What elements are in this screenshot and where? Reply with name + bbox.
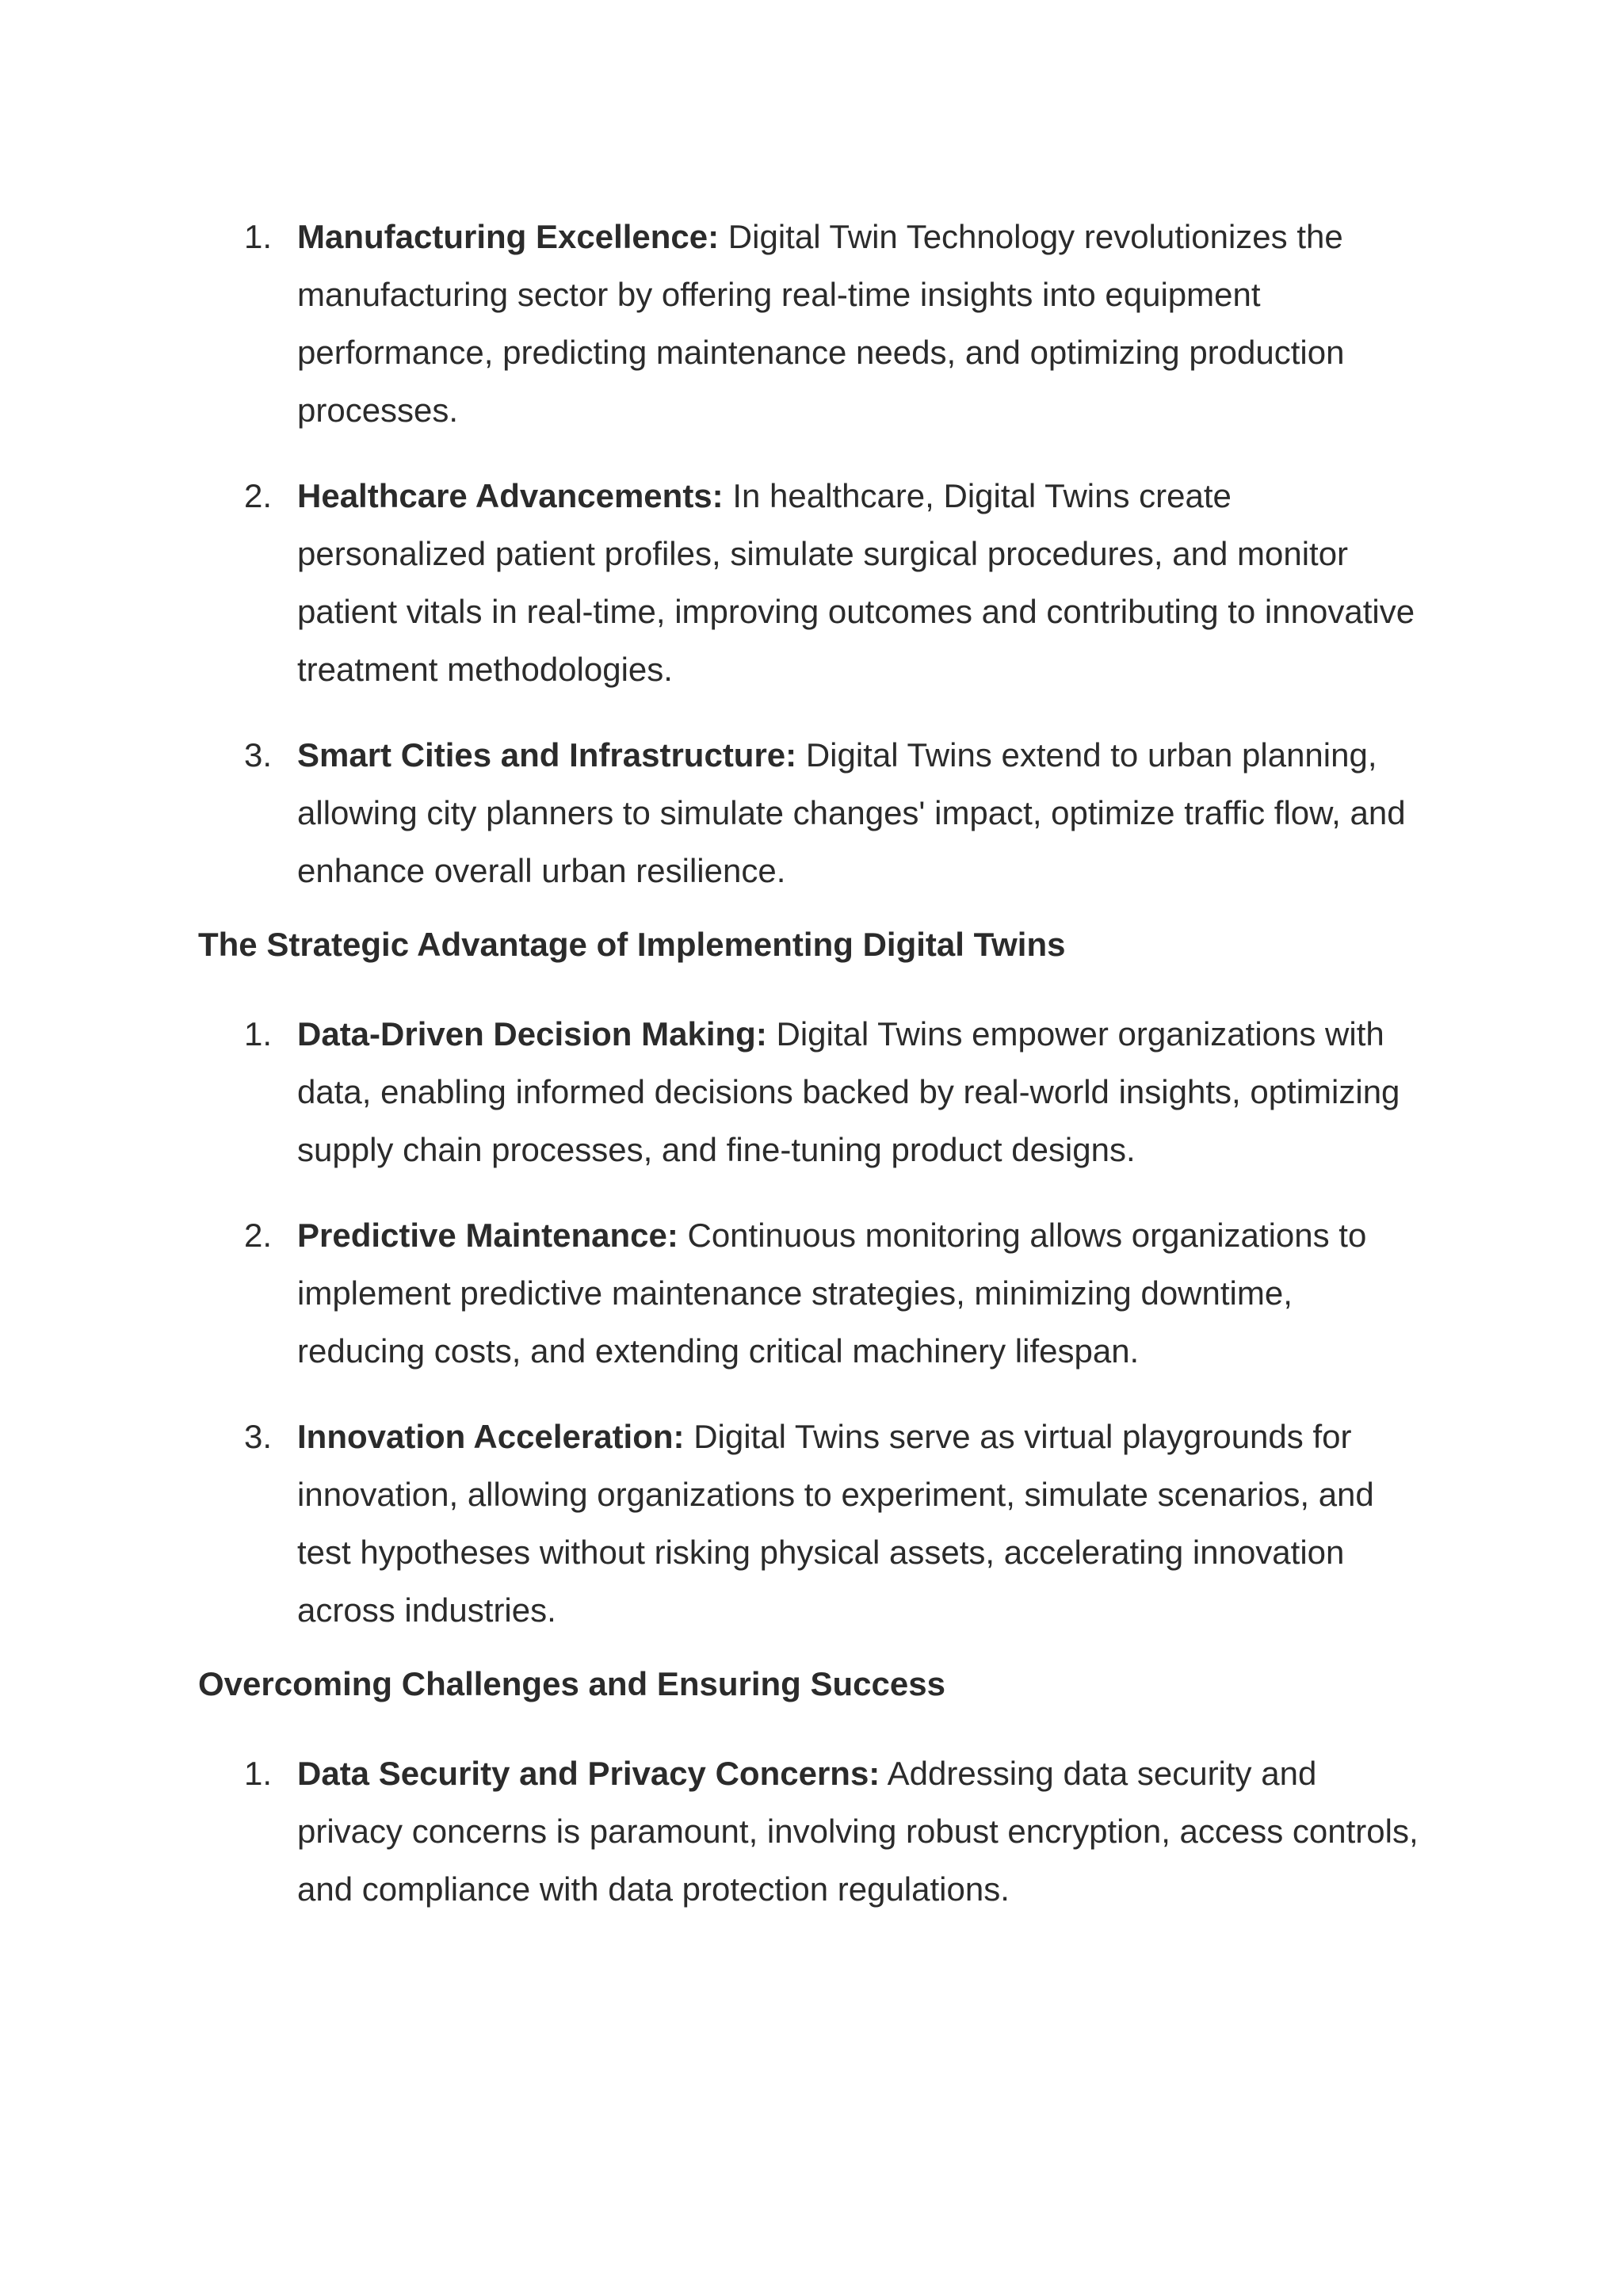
section-heading: Overcoming Challenges and Ensuring Success [198, 1665, 945, 1702]
list-text: Digital Twins extend to urban planning, allowing city planners to simulate changes' impact, optimize traffic flow, and enhance overall urban resilience. [297, 736, 1406, 889]
numbered-list [198, 208, 1425, 900]
list-text: Digital Twin Technology revolutionizes the manufacturing sector by offering real-time insights into equipment performance, predicting maintenance needs, and optimizing production processes. [297, 218, 1345, 429]
list-number: 1. [244, 218, 273, 255]
list-number: 1. [244, 1755, 273, 1792]
list-number: 3. [244, 736, 273, 774]
list-text: In healthcare, Digital Twins create personalized patient profiles, simulate surgical procedures, and monitor patient vitals in real-time, improving outcomes and contributing to innovative treatment methodologies. [297, 477, 1415, 688]
list-text: Addressing data security and privacy concerns is paramount, involving robust encryption, access controls, and compliance with data protection regulations. [297, 1755, 1419, 1908]
section-strategic-advantage [198, 915, 1425, 1639]
list-item [198, 208, 1425, 439]
list-term: Healthcare Advancements: [297, 477, 724, 514]
list-item [198, 1408, 1425, 1639]
numbered-list [198, 1005, 1425, 1639]
list-text: Digital Twins serve as virtual playgrounds for innovation, allowing organizations to experiment, simulate scenarios, and test hypotheses without risking physical assets, accelerating innovation across industries. [297, 1418, 1374, 1629]
list-number: 1. [244, 1015, 273, 1052]
list-text: Digital Twins empower organizations with data, enabling informed decisions backed by real-world insights, optimizing supply chain processes, and fine-tuning product designs. [297, 1015, 1400, 1168]
numbered-list [198, 1744, 1425, 1918]
list-term: Data-Driven Decision Making: [297, 1015, 767, 1052]
list-item [198, 467, 1425, 698]
list-term: Data Security and Privacy Concerns: [297, 1755, 880, 1792]
list-number: 2. [244, 1217, 273, 1254]
list-item [198, 726, 1425, 900]
list-term: Predictive Maintenance: [297, 1217, 678, 1254]
list-item [198, 1744, 1425, 1918]
section-heading: The Strategic Advantage of Implementing Digital Twins [198, 926, 1066, 963]
section-applications [198, 208, 1425, 900]
list-term: Innovation Acceleration: [297, 1418, 685, 1455]
list-number: 2. [244, 477, 273, 514]
section-challenges [198, 1655, 1425, 1918]
list-item [198, 1005, 1425, 1179]
list-item [198, 1206, 1425, 1380]
list-term: Smart Cities and Infrastructure: [297, 736, 797, 774]
list-text: Continuous monitoring allows organizations to implement predictive maintenance strategies, minimizing downtime, reducing costs, and extending critical machinery lifespan. [297, 1217, 1367, 1370]
list-number: 3. [244, 1418, 273, 1455]
list-term: Manufacturing Excellence: [297, 218, 720, 255]
